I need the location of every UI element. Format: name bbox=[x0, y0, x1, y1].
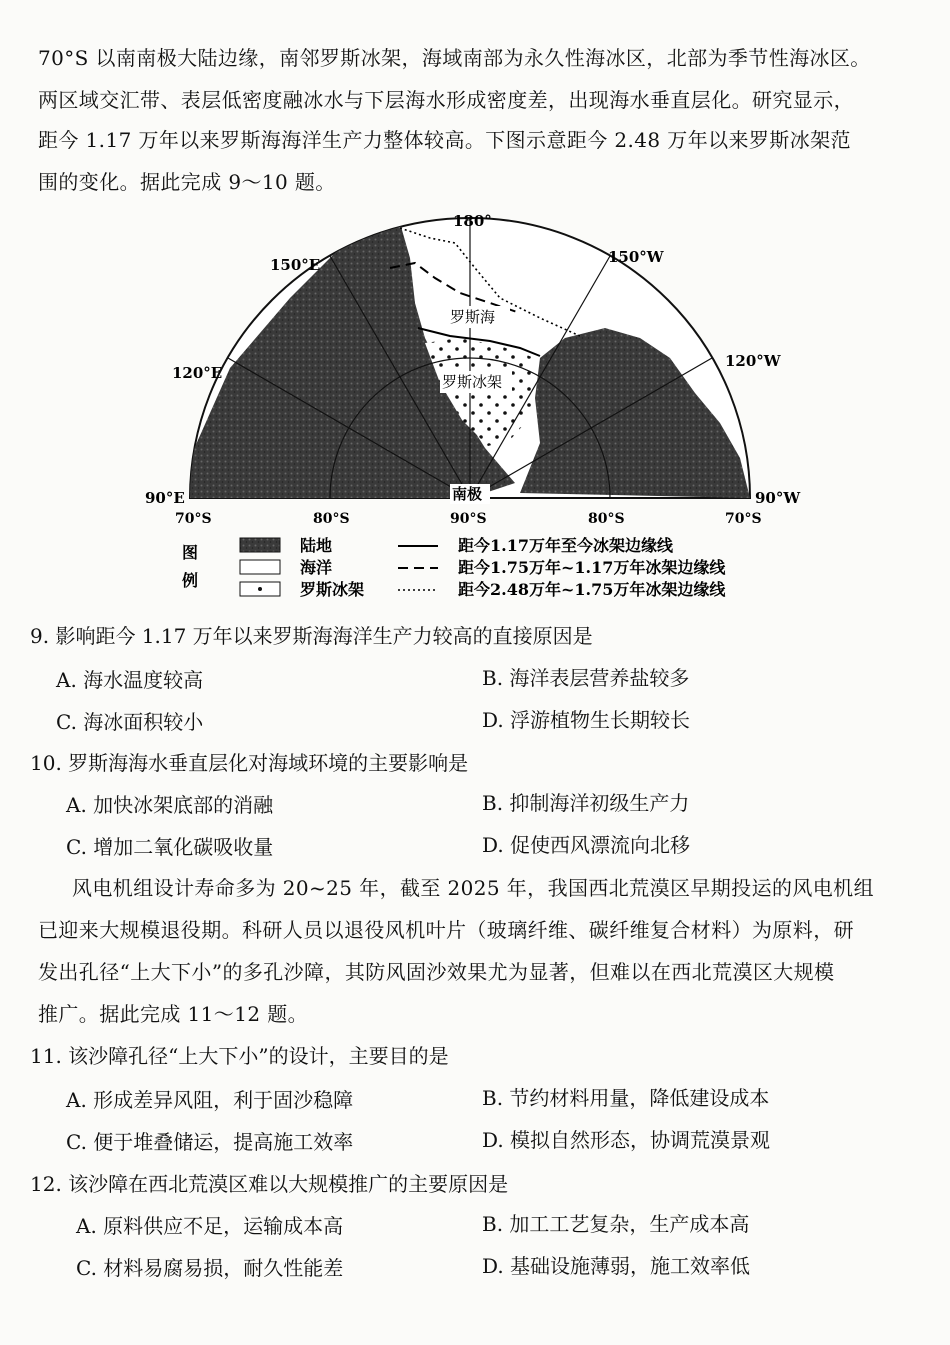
intro-line: 风电机组设计寿命多为 20~25 年，截至 2025 年，我国西北荒漠区早期投运的风电机组 bbox=[72, 876, 874, 900]
ross-sea-label: 罗斯海 bbox=[450, 308, 496, 326]
legend-dashed-label: 距今1.75万年~1.17万年冰架边缘线 bbox=[458, 558, 726, 577]
question-11-option-a: A. 形成差异风阻，利于固沙稳障 bbox=[66, 1088, 354, 1112]
intro-line: 70°S 以南南极大陆边缘，南邻罗斯冰架，海域南部为永久性海冰区，北部为季节性海冰区。 bbox=[38, 46, 871, 70]
legend-title-2: 例 bbox=[182, 571, 199, 590]
lat-70s-right-label: 70°S bbox=[725, 511, 762, 527]
lon-90e-label: 90°E bbox=[145, 489, 185, 507]
lon-150w-label: 150°W bbox=[608, 248, 664, 266]
question-12-option-a: A. 原料供应不足，运输成本高 bbox=[76, 1214, 344, 1238]
south-pole-label: 南极 bbox=[452, 485, 483, 503]
lat-80s-left-label: 80°S bbox=[313, 511, 350, 527]
question-11-title: 11. 该沙障孔径“上大下小”的设计，主要目的是 bbox=[30, 1044, 449, 1068]
question-9-option-c: C. 海冰面积较小 bbox=[56, 710, 204, 734]
lon-120w-label: 120°W bbox=[725, 352, 781, 370]
legend-solid-label: 距今1.17万年至今冰架边缘线 bbox=[458, 536, 673, 555]
question-9-option-d: D. 浮游植物生长期较长 bbox=[482, 708, 691, 732]
lon-150e-label: 150°E bbox=[270, 256, 321, 274]
lat-80s-right-label: 80°S bbox=[588, 511, 625, 527]
lon-180-label: 180° bbox=[453, 212, 492, 230]
intro-line: 已迎来大规模退役期。科研人员以退役风机叶片（玻璃纤维、碳纤维复合材料）为原料，研 bbox=[38, 918, 854, 942]
question-9-title: 9. 影响距今 1.17 万年以来罗斯海海洋生产力较高的直接原因是 bbox=[30, 624, 593, 648]
ross-ice-shelf-map bbox=[140, 208, 820, 608]
question-12-option-d: D. 基础设施薄弱，施工效率低 bbox=[482, 1254, 751, 1278]
legend-ocean-label: 海洋 bbox=[300, 558, 333, 577]
question-10-option-a: A. 加快冰架底部的消融 bbox=[66, 793, 274, 817]
legend-land-label: 陆地 bbox=[300, 536, 333, 555]
intro-line: 发出孔径“上大下小”的多孔沙障，其防风固沙效果尤为显著，但难以在西北荒漠区大规模 bbox=[38, 960, 835, 984]
legend-title-1: 图 bbox=[182, 543, 199, 562]
intro-line: 距今 1.17 万年以来罗斯海海洋生产力整体较高。下图示意距今 2.48 万年以来罗斯冰架范 bbox=[38, 128, 851, 152]
legend-ocean-swatch bbox=[240, 560, 280, 574]
legend-land-swatch bbox=[240, 538, 280, 552]
question-11-option-c: C. 便于堆叠储运，提高施工效率 bbox=[66, 1130, 354, 1154]
question-9-option-b: B. 海洋表层营养盐较多 bbox=[482, 666, 690, 690]
question-10-option-b: B. 抑制海洋初级生产力 bbox=[482, 791, 690, 815]
lat-70s-left-label: 70°S bbox=[175, 511, 212, 527]
intro-line: 围的变化。据此完成 9～10 题。 bbox=[38, 170, 336, 194]
map-legend bbox=[182, 536, 726, 599]
legend-dotted-label: 距今2.48万年~1.75万年冰架边缘线 bbox=[458, 580, 726, 599]
lon-90w-label: 90°W bbox=[755, 489, 801, 507]
question-12-option-c: C. 材料易腐易损，耐久性能差 bbox=[76, 1256, 344, 1280]
question-9-option-a: A. 海水温度较高 bbox=[56, 668, 204, 692]
ross-ice-shelf-label: 罗斯冰架 bbox=[442, 373, 503, 391]
intro-line: 推广。据此完成 11～12 题。 bbox=[38, 1002, 309, 1026]
question-12-title: 12. 该沙障在西北荒漠区难以大规模推广的主要原因是 bbox=[30, 1172, 509, 1196]
legend-ice-shelf-label: 罗斯冰架 bbox=[300, 580, 365, 599]
question-11-option-d: D. 模拟自然形态，协调荒漠景观 bbox=[482, 1128, 771, 1152]
question-12-option-b: B. 加工工艺复杂，生产成本高 bbox=[482, 1212, 750, 1236]
intro-line: 两区域交汇带、表层低密度融冰水与下层海水形成密度差，出现海水垂直层化。研究显示， bbox=[38, 88, 854, 112]
question-10-option-d: D. 促使西风漂流向北移 bbox=[482, 833, 691, 857]
question-10-title: 10. 罗斯海海水垂直层化对海域环境的主要影响是 bbox=[30, 751, 469, 775]
question-11-option-b: B. 节约材料用量，降低建设成本 bbox=[482, 1086, 770, 1110]
question-10-option-c: C. 增加二氧化碳吸收量 bbox=[66, 835, 274, 859]
lat-90s-label: 90°S bbox=[450, 511, 487, 527]
lon-120e-label: 120°E bbox=[172, 364, 223, 382]
